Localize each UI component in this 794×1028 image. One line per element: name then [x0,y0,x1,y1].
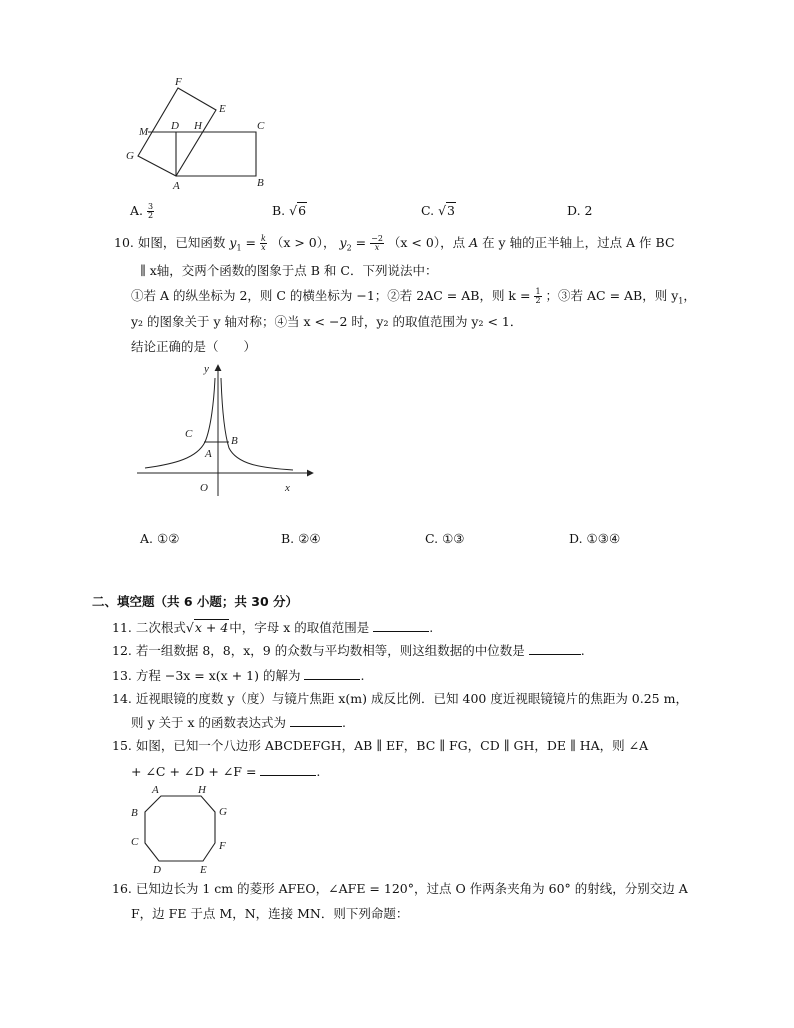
label-o: O [200,482,208,494]
label-b: B [231,435,238,447]
radicand: 6 [298,203,307,218]
answer-blank[interactable] [304,667,360,680]
q14-line1: 14. 近视眼镜的度数 y（度）与镜片焦距 x(m) 成反比例．已知 400 度近视眼镜镜片的焦距为 0.25 m， [112,691,688,706]
sqrt-sign: √ [289,203,298,218]
q9-option-c[interactable] [421,203,456,218]
q9-option-a[interactable] [130,203,154,220]
q9-option-d[interactable] [567,203,593,218]
q15-line1: 15. 如图，已知一个八边形 ABCDEFGH，AB ∥ EF，BC ∥ FG，CD ∥ GH，DE ∥ HA，则 ∠A [112,738,649,753]
question-number: 10. [114,235,134,250]
question-number: 14. [112,691,132,706]
q10-option-b[interactable]: B. ②④ [281,531,321,546]
q10-option-c[interactable]: C. ①③ [425,531,465,546]
figure-q10 [135,360,320,500]
fraction-neg2-over-x: $\frac{-2}{x}$ [371,234,383,252]
option-value: 2 [584,203,593,218]
sqrt-sign: √ [438,203,447,218]
label-a: A [205,448,212,460]
question-number: 15. [112,738,132,753]
figure-q9 [118,72,278,197]
label-b: B [257,177,264,189]
radicand: 3 [447,203,455,218]
octagon [145,796,215,861]
q16-line2: F，边 FE 于点 M，N，连接 MN．则下列命题： [131,906,409,921]
q10-option-a[interactable]: A. ①② [140,531,180,546]
label-x: x [285,482,290,494]
label-g: G [219,806,227,818]
q12: 12. 若一组数据 8，8，x，9 的众数与平均数相等，则这组数据的中位数是 . [112,643,585,658]
radicand: x + 4 [194,620,229,635]
answer-blank[interactable] [260,763,316,776]
q10-line5: 结论正确的是（ ） [131,339,257,354]
label-a: A [173,180,180,192]
label-d: D [153,864,161,876]
q10-line1: 10. 如图，已知函数 $y_1$ = $\frac{k}{x}$ （x > 0）， $y_2$ = $\frac{-2}{x}$ （x < 0），点 A 在 y 轴的正半轴上，过点 A 作 BC [114,234,675,253]
label-f: F [175,76,182,88]
fraction-k-over-x: $\frac{k}{x}$ [260,234,266,252]
question-number: 11. [112,620,132,635]
fraction-half: $\frac{1}{2}$ [535,287,541,305]
figure-q15 [128,782,238,877]
answer-blank[interactable] [529,642,581,655]
q10-line3: ①若 A 的纵坐标为 2，则 C 的横坐标为 −1；②若 2AC = AB，则 k = $\frac{1}{2}$ ；③若 AC = AB，则 $y_1$， [131,287,696,306]
question-number: 16. [112,881,132,896]
label-h: H [198,784,206,796]
label-y: y [204,363,209,375]
label-b: B [131,807,138,819]
label-d: D [171,120,179,132]
q14-line2: 则 y 关于 x 的函数表达式为 . [131,715,346,730]
q11: 11. 二次根式√x + 4中，字母 x 的取值范围是 . [112,620,434,635]
question-number: 13. [112,668,132,683]
label-e: E [219,103,226,115]
answer-blank[interactable] [290,714,342,727]
label-c: C [131,836,139,848]
label-h: H [194,120,202,132]
q10-line2: ∥ x轴，交两个函数的图象于点 B 和 C．下列说法中： [140,263,438,278]
q10-option-d[interactable]: D. ①③④ [569,531,621,546]
question-number: 12. [112,643,132,658]
q15-line2: + ∠C + ∠D + ∠F = . [131,764,321,779]
option-letter: B. [272,203,286,218]
option-letter: C. [421,203,435,218]
fraction: $\frac{3}{2}$ [148,202,154,220]
label-a: A [152,784,159,796]
q16-line1: 16. 已知边长为 1 cm 的菱形 AFEO，∠AFE = 120°，过点 O 作两条夹角为 60° 的射线，分别交边 A [112,881,688,896]
rect-line [176,132,256,176]
label-g: G [126,150,134,162]
section-title: 二、填空题（共 6 小题；共 30 分） [92,594,299,609]
answer-blank[interactable] [373,619,429,632]
label-c: C [185,428,193,440]
label-m: M [139,126,149,138]
q13: 13. 方程 −3x = x(x + 1) 的解为 . [112,668,365,683]
option-letter: A. [130,203,144,218]
q10-line4: y₂ 的图象关于 y 轴对称；④当 x < −2 时，y₂ 的取值范围为 y₂ < 1． [131,314,523,329]
label-f: F [219,840,226,852]
q9-option-b[interactable] [272,203,307,218]
curve-y1 [221,378,293,470]
label-e: E [200,864,207,876]
option-letter: D. [567,203,581,218]
label-c: C [257,120,265,132]
